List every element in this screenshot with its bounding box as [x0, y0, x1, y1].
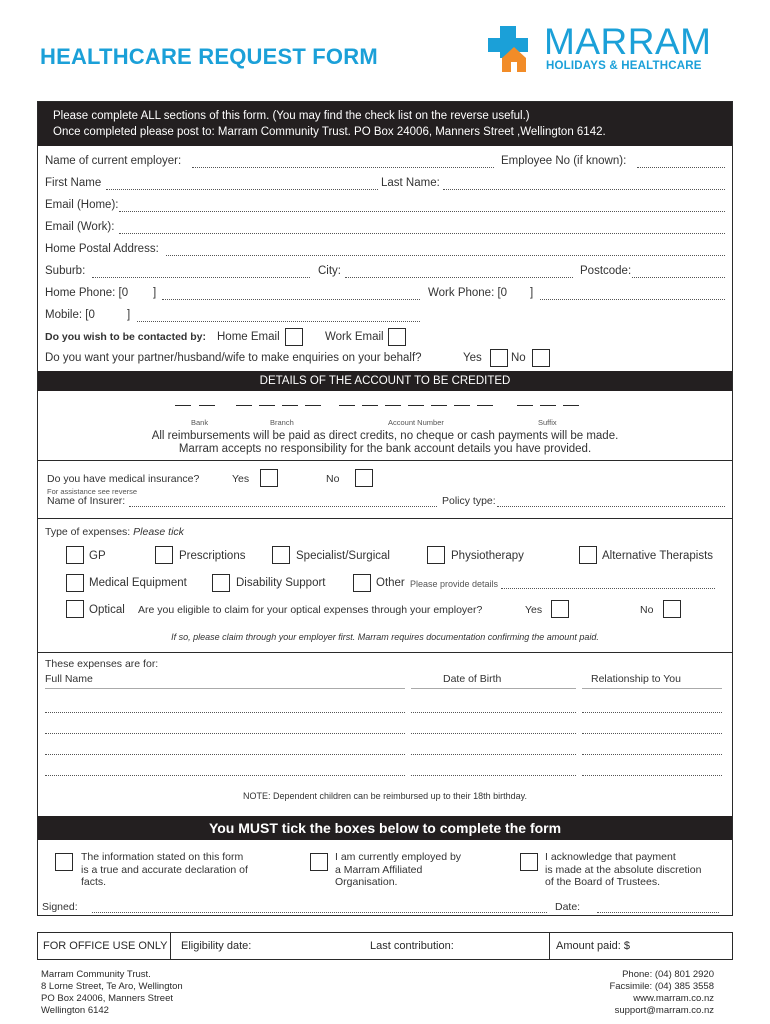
insurance-yes-label: Yes: [232, 473, 250, 485]
email-work-field[interactable]: [119, 233, 725, 234]
city-field[interactable]: [345, 277, 573, 278]
footer-contact: [609, 969, 714, 1017]
date-label: Date:: [555, 901, 581, 913]
partner-no-label: No: [511, 352, 526, 364]
employee-no-field[interactable]: [637, 167, 725, 168]
house-cross-icon: [486, 22, 544, 80]
alternative-therapists-label: Alternative Therapists: [602, 550, 714, 562]
disability-support-checkbox[interactable]: [212, 574, 230, 592]
postcode-label: Postcode:: [580, 265, 632, 277]
employer-label: Name of current employer:: [45, 155, 182, 167]
email-work-label: Email (Work):: [45, 221, 115, 233]
email-home-label: Email (Home):: [45, 199, 119, 211]
logo-tagline: HOLIDAYS & HEALTHCARE: [546, 60, 702, 72]
physiotherapy-checkbox[interactable]: [427, 546, 445, 564]
gp-label: GP: [89, 550, 106, 562]
insurance-assist-note: For assistance see reverse: [47, 487, 138, 496]
disability-support-label: Disability Support: [236, 577, 326, 589]
insurance-no-label: No: [326, 473, 340, 485]
partner-question: Do you want your partner/husband/wife to make enquiries on your behalf?: [45, 352, 422, 364]
other-checkbox[interactable]: [353, 574, 371, 592]
other-note: Please provide details: [410, 579, 499, 589]
postcode-field[interactable]: [632, 277, 725, 278]
insurer-label: Name of Insurer:: [47, 495, 126, 507]
bank-label: Bank: [191, 418, 209, 427]
prescriptions-label: Prescriptions: [179, 550, 246, 562]
contact-question: Do you wish to be contacted by:: [45, 331, 207, 343]
insurance-no-checkbox[interactable]: [355, 469, 373, 487]
eligibility-date-label: Eligibility date:: [181, 940, 252, 952]
bank-section-header: DETAILS OF THE ACCOUNT TO BE CREDITED: [38, 371, 732, 391]
mobile-field[interactable]: [137, 321, 420, 322]
home-email-option-label: Home Email: [217, 331, 280, 343]
policy-type-field[interactable]: [497, 506, 725, 507]
dob-header: Date of Birth: [443, 673, 502, 685]
medical-equipment-label: Medical Equipment: [89, 577, 187, 589]
medical-equipment-checkbox[interactable]: [66, 574, 84, 592]
other-label: Other: [376, 577, 405, 589]
employee-no-label: Employee No (if known):: [501, 155, 627, 167]
home-phone-field[interactable]: [162, 299, 420, 300]
optical-no-checkbox[interactable]: [663, 600, 681, 618]
optical-yes-checkbox[interactable]: [551, 600, 569, 618]
dependent-note: NOTE: Dependent children can be reimbursed up to their 18th birthday.: [243, 791, 527, 801]
email-home-field[interactable]: [119, 211, 725, 212]
other-details-field[interactable]: [501, 588, 715, 589]
cell-divider: [549, 933, 550, 959]
insurer-field[interactable]: [129, 506, 437, 507]
divider: [38, 460, 732, 461]
intro-line-1: Please complete ALL sections of this form. (You may find the check list on the reverse useful.): [53, 110, 530, 122]
bank-note-1: All reimbursements will be paid as direct credits, no cheque or cash payments will be made.: [151, 430, 619, 442]
expenses-heading-note: Please tick: [133, 526, 184, 538]
declaration-2-checkbox[interactable]: [310, 853, 328, 871]
mobile-bracket: ]: [127, 309, 131, 321]
mobile-label: Mobile: [0: [45, 309, 95, 321]
physiotherapy-label: Physiotherapy: [451, 550, 524, 562]
policy-type-label: Policy type:: [442, 495, 496, 507]
alternative-therapists-checkbox[interactable]: [579, 546, 597, 564]
intro-line-2: Once completed please post to: Marram Community Trust. PO Box 24006, Manners Street ,Wellington 6142.: [53, 126, 606, 138]
full-name-underline: [45, 688, 405, 689]
home-phone-bracket: ]: [153, 287, 157, 299]
signature-field[interactable]: [92, 912, 547, 913]
phone-number: Phone: (04) 801 2920: [622, 969, 714, 980]
full-name-header: Full Name: [45, 673, 93, 685]
optical-label: Optical: [89, 604, 125, 616]
divider: [38, 518, 732, 519]
postal-label: Home Postal Address:: [45, 243, 159, 255]
optical-note: If so, please claim through your employer first. Marram requires documentation confirming the amount paid.: [171, 632, 599, 642]
branch-label: Branch: [270, 418, 294, 427]
suffix-label: Suffix: [538, 418, 557, 427]
optical-question: Are you eligible to claim for your optical expenses through your employer?: [138, 604, 483, 616]
relationship-header: Relationship to You: [591, 673, 681, 685]
last-contribution-label: Last contribution:: [370, 940, 454, 952]
relationship-underline: [582, 688, 722, 689]
first-name-label: First Name: [45, 177, 102, 189]
office-use-label: FOR OFFICE USE ONLY: [43, 940, 168, 952]
for-whom-heading: These expenses are for:: [45, 658, 159, 670]
optical-no-label: No: [640, 604, 654, 616]
employer-field[interactable]: [192, 167, 494, 168]
marram-logo: [486, 20, 732, 80]
gp-checkbox[interactable]: [66, 546, 84, 564]
city-label: City:: [318, 265, 341, 277]
work-phone-label: Work Phone: [0: [428, 287, 508, 299]
prescriptions-checkbox[interactable]: [155, 546, 173, 564]
optical-yes-label: Yes: [525, 604, 543, 616]
declaration-3-text: I acknowledge that payment is made at the absolute discretion of the Board of Trustees.: [545, 851, 702, 888]
suburb-field[interactable]: [92, 277, 310, 278]
work-email-checkbox[interactable]: [388, 328, 406, 346]
dob-underline: [411, 688, 576, 689]
signed-label: Signed:: [42, 901, 78, 913]
home-email-checkbox[interactable]: [285, 328, 303, 346]
work-email-option-label: Work Email: [325, 331, 384, 343]
partner-yes-checkbox[interactable]: [490, 349, 508, 367]
postal-field[interactable]: [166, 255, 725, 256]
suburb-label: Suburb:: [45, 265, 86, 277]
expenses-heading-text: Type of expenses:: [45, 526, 131, 538]
website-link[interactable]: www.marram.co.nz: [633, 993, 714, 1004]
work-phone-field[interactable]: [540, 299, 725, 300]
last-name-field[interactable]: [443, 189, 725, 190]
date-field[interactable]: [597, 912, 719, 913]
expenses-heading: [45, 526, 184, 538]
logo-wordmark: MARRAM: [544, 21, 712, 62]
declaration-2-text: I am currently employed by a Marram Affiliated Organisation.: [335, 851, 462, 888]
bank-note-2: Marram accepts no responsibility for the bank account details you have provided.: [178, 443, 592, 455]
declaration-1-text: The information stated on this form is a true and accurate declaration of facts.: [81, 851, 248, 888]
specialist-label: Specialist/Surgical: [296, 550, 390, 562]
work-phone-bracket: ]: [530, 287, 534, 299]
divider: [38, 652, 732, 653]
home-phone-label: Home Phone: [0: [45, 287, 129, 299]
footer-address: Marram Community Trust. 8 Lorne Street, Te Aro, Wellington PO Box 24006, Manners Street Wellington 6142: [41, 969, 183, 1016]
account-number-label: Account Number: [388, 418, 444, 427]
optical-checkbox[interactable]: [66, 600, 84, 618]
partner-no-checkbox[interactable]: [532, 349, 550, 367]
first-name-field[interactable]: [106, 189, 378, 190]
intro-bar: [38, 102, 732, 146]
last-name-label: Last Name:: [381, 177, 440, 189]
cell-divider: [170, 933, 171, 959]
declaration-1-checkbox[interactable]: [55, 853, 73, 871]
amount-paid-label: Amount paid: $: [556, 940, 630, 952]
support-email-link[interactable]: support@marram.co.nz: [614, 1005, 714, 1016]
partner-yes-label: Yes: [463, 352, 482, 364]
declaration-header: You MUST tick the boxes below to complete the form: [38, 816, 732, 840]
office-use-box: [37, 932, 733, 960]
form-title: HEALTHCARE REQUEST FORM: [40, 44, 378, 69]
declaration-3-checkbox[interactable]: [520, 853, 538, 871]
insurance-yes-checkbox[interactable]: [260, 469, 278, 487]
insurance-question: Do you have medical insurance?: [47, 473, 200, 485]
specialist-checkbox[interactable]: [272, 546, 290, 564]
fax-number: Facsimile: (04) 385 3558: [609, 981, 714, 992]
